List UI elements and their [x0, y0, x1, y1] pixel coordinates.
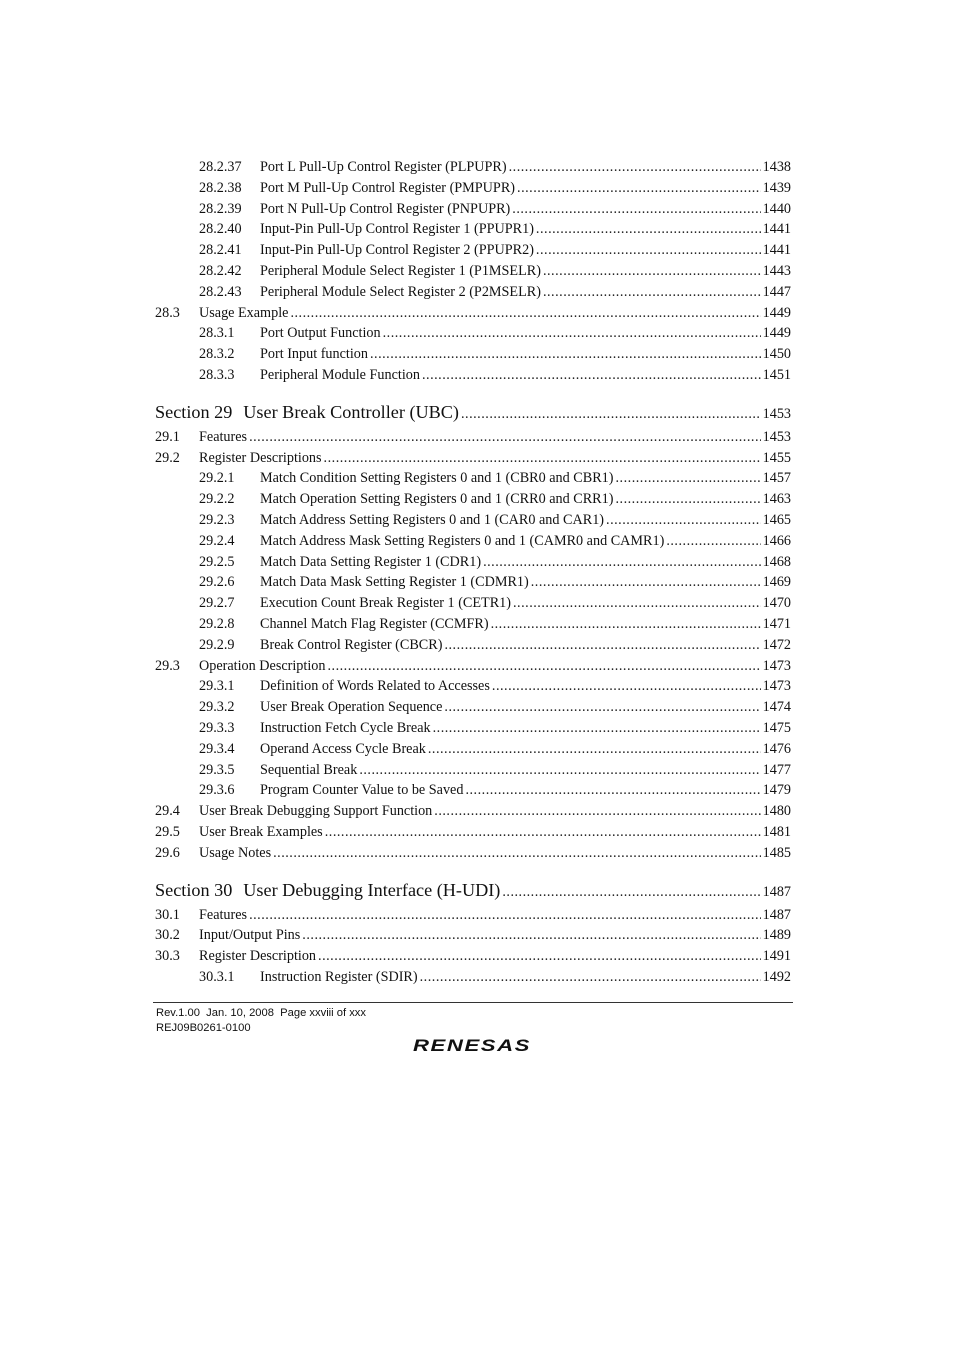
toc-entry-number: 30.3: [155, 948, 180, 965]
toc-entry[interactable]: [155, 365, 791, 386]
toc-entry-title: Port Input function: [260, 346, 368, 363]
toc-entry[interactable]: [155, 344, 791, 365]
toc-page-number: 1489: [762, 927, 791, 944]
renesas-logo-text: RENESAS: [413, 1036, 531, 1055]
toc-entry-number: 29.3.1: [199, 678, 235, 695]
toc-entry[interactable]: [155, 967, 791, 988]
toc-entry-number: Section 29: [155, 401, 233, 422]
toc-entry-number: 29.3.3: [199, 719, 235, 736]
toc-entry-title: Instruction Fetch Cycle Break: [260, 719, 431, 736]
toc-page-number: 1453: [762, 405, 791, 422]
toc-entry-title: Peripheral Module Select Register 2 (P2MSELR): [260, 283, 541, 300]
toc-leader-dots: [666, 531, 760, 552]
toc-entry-number: 29.5: [155, 823, 180, 840]
toc-leader-dots: [324, 448, 761, 469]
toc-leader-dots: [513, 593, 761, 614]
toc-entry-number: 28.2.37: [199, 159, 242, 175]
toc-page-number: 1439: [762, 179, 791, 196]
toc-entry-title: Port N Pull-Up Control Register (PNPUPR): [260, 200, 511, 217]
toc-page-number: 1491: [762, 948, 791, 965]
toc-page-number: 1463: [762, 491, 791, 508]
toc-leader-dots: [249, 427, 761, 448]
toc-entry[interactable]: [155, 656, 791, 677]
renesas-logo: [413, 1033, 533, 1062]
toc-entry-title: Match Address Mask Setting Registers 0 and 1 (CAMR0 and CAMR1): [260, 532, 665, 549]
toc-entry[interactable]: [155, 676, 791, 697]
toc-page-number: 1470: [762, 595, 791, 612]
toc-entry-title: Port Output Function: [260, 325, 381, 342]
toc-entry-title: Operation Description: [199, 657, 326, 674]
toc-entry[interactable]: [155, 905, 791, 926]
toc-entry-title: Match Condition Setting Registers 0 and 1 (CBR0 and CBR1): [260, 470, 614, 487]
toc-entry-title: Input-Pin Pull-Up Control Register 1 (PPUPR1): [260, 221, 534, 238]
toc-leader-dots: [290, 303, 760, 324]
toc-page-number: 1481: [762, 823, 791, 840]
toc-entry-number: 29.2.5: [199, 553, 235, 570]
toc-entry[interactable]: [155, 925, 791, 946]
toc-entry[interactable]: [155, 531, 791, 552]
toc-entry[interactable]: [155, 572, 791, 593]
toc-page-number: 1468: [762, 553, 791, 570]
toc-entry-number: 28.2.43: [199, 283, 242, 300]
toc-entry-number: 28.3.1: [199, 325, 235, 342]
toc-entry[interactable]: [155, 614, 791, 635]
toc-leader-dots: [422, 365, 761, 386]
toc-entry-number: 29.3: [155, 657, 180, 674]
document-number: REJ09B0261-0100: [156, 1021, 251, 1034]
toc-entry[interactable]: [155, 199, 791, 220]
toc-leader-dots: [615, 489, 760, 510]
toc-entry[interactable]: [155, 323, 791, 344]
toc-entry-title: User Break Controller (UBC): [243, 401, 459, 422]
toc-page-number: 1447: [762, 283, 791, 300]
toc-entry-title: Port M Pull-Up Control Register (PMPUPR): [260, 179, 516, 196]
toc-page-number: 1469: [762, 574, 791, 591]
toc-entry-title: Port L Pull-Up Control Register (PLPUPR): [260, 159, 507, 175]
toc-entry-title: Register Description: [199, 948, 317, 965]
footer-rule: [153, 1002, 793, 1003]
toc-leader-dots: [531, 572, 761, 593]
toc-entry-number: 28.3.2: [199, 346, 235, 363]
toc-section-heading[interactable]: [155, 397, 791, 427]
toc-entry-title: Break Control Register (CBCR): [260, 636, 443, 653]
toc-entry-number: 29.2.6: [199, 574, 235, 591]
toc-entry[interactable]: [155, 219, 791, 240]
toc-page-number: 1466: [762, 532, 791, 549]
toc-entry-number: 28.3.3: [199, 366, 235, 383]
toc-entry-title: User Debugging Interface (H-UDI): [243, 879, 501, 900]
toc-leader-dots: [606, 510, 761, 531]
toc-leader-dots: [492, 676, 761, 697]
toc-leader-dots: [536, 240, 761, 261]
toc-entry-number: 29.2.1: [199, 470, 235, 487]
page-footer: [156, 1006, 366, 1035]
toc-entry-title: Execution Count Break Register 1 (CETR1): [260, 595, 511, 612]
toc-entry-number: 29.4: [155, 803, 180, 820]
toc-entry-title: Sequential Break: [260, 761, 358, 778]
toc-leader-dots: [461, 399, 761, 429]
toc-entry[interactable]: [155, 697, 791, 718]
toc-entry-number: 29.3.4: [199, 740, 235, 757]
toc-leader-dots: [302, 925, 760, 946]
toc-entry-number: 29.6: [155, 844, 180, 861]
table-of-contents: [155, 157, 791, 988]
toc-leader-dots: [543, 282, 761, 303]
toc-leader-dots: [491, 614, 761, 635]
toc-page-number: 1465: [762, 511, 791, 528]
toc-entry-number: 29.3.5: [199, 761, 235, 778]
toc-entry-number: 28.2.40: [199, 221, 242, 238]
toc-entry-number: 29.2.3: [199, 511, 235, 528]
toc-entry-number: 30.2: [155, 927, 180, 944]
toc-page-number: 1441: [762, 221, 791, 238]
toc-entry[interactable]: [155, 157, 791, 178]
toc-page-number: 1474: [762, 699, 791, 716]
toc-entry-title: Input-Pin Pull-Up Control Register 2 (PPUPR2): [260, 242, 534, 259]
toc-entry-title: Register Descriptions: [199, 449, 322, 466]
toc-entry-number: 29.2.7: [199, 595, 235, 612]
toc-entry[interactable]: [155, 510, 791, 531]
toc-page-number: 1477: [762, 761, 791, 778]
toc-leader-dots: [616, 468, 761, 489]
toc-page-number: 1471: [762, 615, 791, 632]
toc-page-number: 1450: [762, 346, 791, 363]
toc-page-number: 1472: [762, 636, 791, 653]
toc-entry-number: 29.3.2: [199, 699, 235, 716]
toc-leader-dots: [249, 905, 761, 926]
toc-entry-title: Peripheral Module Select Register 1 (P1MSELR): [260, 262, 541, 279]
toc-leader-dots: [428, 739, 761, 760]
toc-entry-title: Instruction Register (SDIR): [260, 968, 418, 985]
toc-leader-dots: [536, 219, 761, 240]
toc-entry-title: Definition of Words Related to Accesses: [260, 678, 490, 695]
toc-entry-number: 29.2.4: [199, 532, 235, 549]
toc-entry-number: 29.2.8: [199, 615, 235, 632]
toc-page-number: 1487: [762, 906, 791, 923]
toc-entry-title: Match Operation Setting Registers 0 and 1 (CRR0 and CRR1): [260, 491, 614, 508]
toc-entry-title: Features: [199, 428, 248, 445]
toc-entry-number: 28.2.38: [199, 179, 242, 196]
toc-entry-number: 29.1: [155, 428, 180, 445]
toc-page-number: 1451: [762, 366, 791, 383]
toc-entry[interactable]: [155, 282, 791, 303]
toc-page-number: 1457: [762, 470, 791, 487]
toc-entry-number: 30.3.1: [199, 968, 235, 985]
toc-entry-number: 29.2.2: [199, 491, 235, 508]
toc-leader-dots: [483, 552, 761, 573]
toc-entry[interactable]: [155, 946, 791, 967]
toc-entry-number: 29.2.9: [199, 636, 235, 653]
toc-page-number: 1449: [762, 304, 791, 321]
toc-entry-number: 28.2.41: [199, 242, 242, 259]
toc-leader-dots: [502, 877, 760, 907]
toc-entry-title: Operand Access Cycle Break: [260, 740, 426, 757]
toc-entry[interactable]: [155, 552, 791, 573]
toc-entry[interactable]: [155, 427, 791, 448]
toc-entry[interactable]: [155, 822, 791, 843]
toc-entry-title: User Break Debugging Support Function: [199, 803, 433, 820]
toc-entry-title: Match Data Setting Register 1 (CDR1): [260, 553, 482, 570]
toc-page-number: 1438: [762, 159, 791, 175]
toc-entry-title: Program Counter Value to be Saved: [260, 782, 464, 799]
toc-page-number: 1485: [762, 844, 791, 861]
toc-page-number: 1455: [762, 449, 791, 466]
toc-entry-number: 28.2.42: [199, 262, 242, 279]
toc-page-number: 1480: [762, 803, 791, 820]
toc-entry[interactable]: [155, 593, 791, 614]
toc-entry-title: User Break Operation Sequence: [260, 699, 443, 716]
toc-page-number: 1487: [762, 883, 791, 900]
toc-leader-dots: [517, 178, 761, 199]
toc-entry-title: User Break Examples: [199, 823, 323, 840]
toc-leader-dots: [509, 157, 761, 178]
toc-entry-title: Features: [199, 906, 248, 923]
toc-entry-title: Peripheral Module Function: [260, 366, 420, 383]
toc-page-number: 1479: [762, 782, 791, 799]
toc-entry-title: Usage Notes: [199, 844, 272, 861]
toc-entry[interactable]: [155, 739, 791, 760]
toc-entry[interactable]: [155, 178, 791, 199]
toc-entry-number: 28.2.39: [199, 200, 242, 217]
toc-entry-title: Channel Match Flag Register (CCMFR): [260, 615, 489, 632]
toc-entry-number: 28.3: [155, 304, 180, 321]
toc-entry-title: Match Address Setting Registers 0 and 1 (CAR0 and CAR1): [260, 511, 605, 528]
toc-entry[interactable]: [155, 760, 791, 781]
toc-entry-number: 29.3.6: [199, 782, 235, 799]
toc-leader-dots: [273, 843, 761, 864]
toc-page-number: 1476: [762, 740, 791, 757]
toc-leader-dots: [383, 323, 761, 344]
toc-entry-number: Section 30: [155, 879, 233, 900]
toc-entry[interactable]: [155, 448, 791, 469]
toc-leader-dots: [318, 946, 761, 967]
toc-page-number: 1440: [762, 200, 791, 217]
toc-leader-dots: [433, 718, 761, 739]
toc-leader-dots: [327, 656, 760, 677]
toc-section-heading[interactable]: [155, 875, 791, 905]
toc-page-number: 1453: [762, 428, 791, 445]
toc-entry[interactable]: [155, 718, 791, 739]
toc-page-number: 1475: [762, 719, 791, 736]
toc-page-number: 1441: [762, 242, 791, 259]
toc-page-number: 1473: [762, 678, 791, 695]
toc-leader-dots: [420, 967, 761, 988]
toc-entry-title: Usage Example: [199, 304, 289, 321]
toc-entry[interactable]: [155, 843, 791, 864]
toc-entry[interactable]: [155, 489, 791, 510]
toc-entry[interactable]: [155, 780, 791, 801]
toc-page-number: 1443: [762, 262, 791, 279]
toc-page-number: 1449: [762, 325, 791, 342]
toc-entry[interactable]: [155, 801, 791, 822]
toc-entry-title: Match Data Mask Setting Register 1 (CDMR1): [260, 574, 529, 591]
toc-leader-dots: [370, 344, 761, 365]
revision-line: Rev.1.00 Jan. 10, 2008 Page xxviii of xxx: [156, 1007, 366, 1019]
toc-entry[interactable]: [155, 303, 791, 324]
toc-leader-dots: [359, 760, 760, 781]
toc-page-number: 1473: [762, 657, 791, 674]
toc-entry[interactable]: [155, 468, 791, 489]
toc-leader-dots: [543, 261, 761, 282]
toc-page-number: 1492: [762, 968, 791, 985]
toc-leader-dots: [325, 822, 761, 843]
toc-leader-dots: [444, 697, 760, 718]
toc-leader-dots: [512, 199, 760, 220]
toc-entry-number: 29.2: [155, 449, 180, 466]
toc-leader-dots: [444, 635, 760, 656]
toc-entry[interactable]: [155, 240, 791, 261]
toc-entry-title: Input/Output Pins: [199, 927, 301, 944]
toc-leader-dots: [465, 780, 760, 801]
toc-entry[interactable]: [155, 635, 791, 656]
toc-entry-number: 30.1: [155, 906, 180, 923]
toc-leader-dots: [434, 801, 760, 822]
toc-entry[interactable]: [155, 261, 791, 282]
